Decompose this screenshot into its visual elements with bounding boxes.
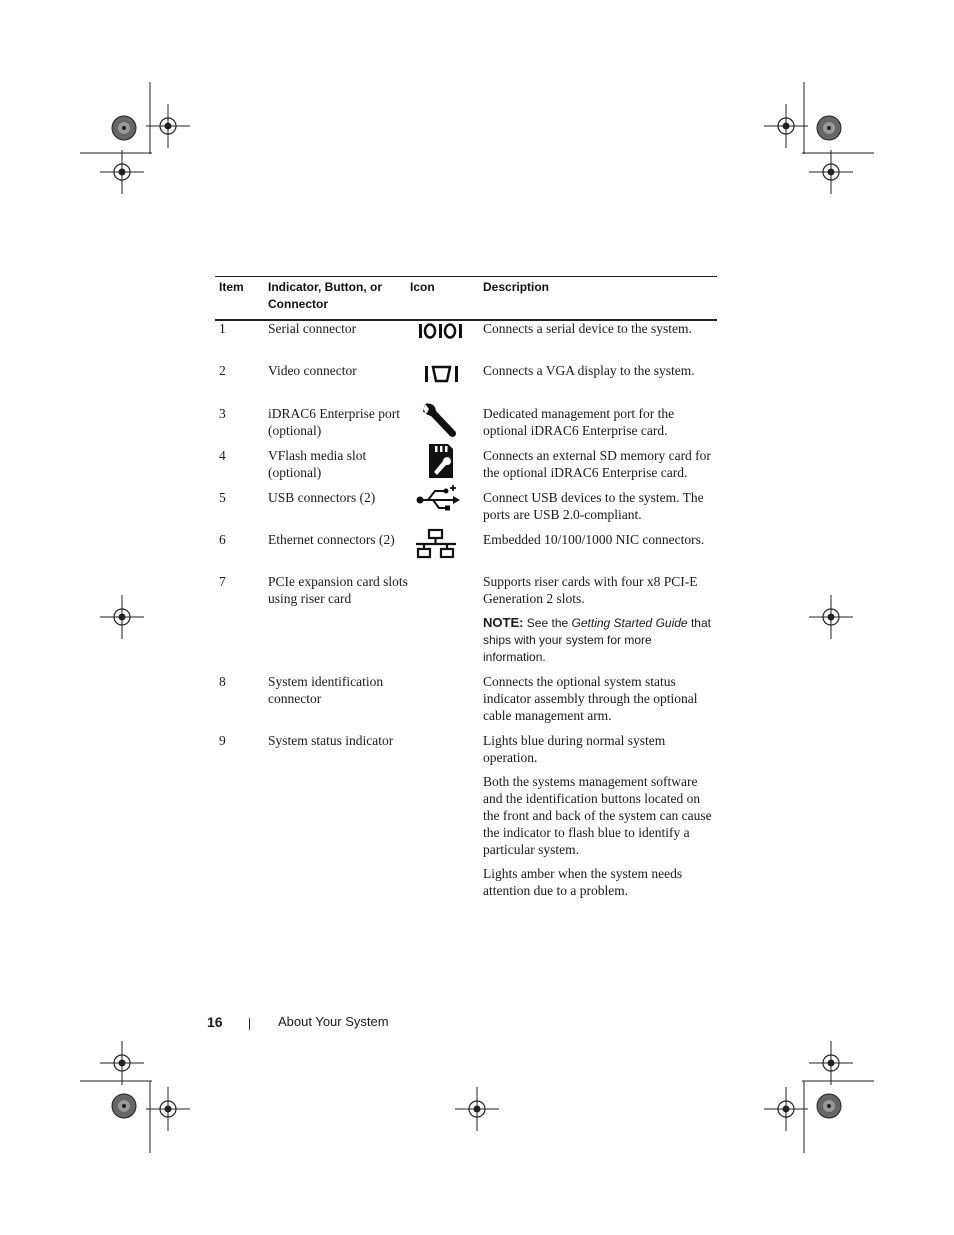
item-number: 1 (219, 321, 226, 336)
crosshair-icon (146, 1087, 190, 1131)
note-pre: See the (526, 616, 569, 630)
starburst-icon (112, 1094, 136, 1118)
item-description (483, 489, 717, 530)
item-description (483, 447, 717, 488)
item-name: iDRAC6 Enterprise port (optional) (268, 406, 400, 438)
footer-separator (249, 1018, 250, 1030)
description-text: Lights blue during normal system operation. (483, 733, 666, 765)
description-text: Supports riser cards with four x8 PCI-E Generation 2 slots. (483, 574, 698, 606)
item-number: 3 (219, 406, 226, 421)
network-icon (413, 527, 467, 565)
note-label: NOTE: (483, 615, 524, 630)
item-description (483, 405, 717, 446)
description-text: Both the systems management software and the identification buttons located on the front and back of the system can cause the indicator to flash blue to identify a particular system. (483, 774, 712, 857)
item-name: Video connector (268, 363, 357, 378)
item-number: 9 (219, 733, 226, 748)
item-number: 5 (219, 490, 226, 505)
item-number: 7 (219, 574, 226, 589)
page-number: 16 (207, 1014, 223, 1030)
item-description (483, 531, 717, 555)
item-number: 6 (219, 532, 226, 547)
item-description (483, 673, 717, 731)
item-number: 4 (219, 448, 226, 463)
item-description (483, 320, 717, 344)
crosshair-icon (100, 595, 144, 639)
description-text: Dedicated management port for the optional iDRAC6 Enterprise card. (483, 406, 675, 438)
crosshair-icon (146, 104, 190, 148)
item-description (483, 573, 717, 673)
starburst-icon (817, 116, 841, 140)
serial-icon (413, 320, 467, 358)
description-text: Connects the optional system status indicator assembly through the optional cable management arm. (483, 674, 698, 723)
crosshair-icon (809, 595, 853, 639)
crosshair-icon (100, 150, 144, 194)
video-icon (413, 362, 467, 400)
header-indicator: Indicator, Button, or Connector (268, 280, 382, 311)
header-icon: Icon (410, 280, 435, 294)
description-text: Connect USB devices to the system. The ports are USB 2.0-compliant. (483, 490, 704, 522)
item-name: Serial connector (268, 321, 357, 336)
item-description (483, 732, 717, 906)
crosshair-icon (455, 1087, 499, 1131)
crosshair-icon (100, 1041, 144, 1085)
item-description (483, 362, 717, 386)
item-name: USB connectors (2) (268, 490, 376, 505)
crosshair-icon (764, 104, 808, 148)
header-item: Item (219, 280, 244, 294)
crosshair-icon (809, 1041, 853, 1085)
note-post: that ships with your system for more information. (483, 616, 711, 664)
description-text: Connects a serial device to the system. (483, 321, 692, 336)
description-text: Connects an external SD memory card for the optional iDRAC6 Enterprise card. (483, 448, 711, 480)
note-title: Getting Started Guide (571, 616, 688, 630)
starburst-icon (112, 116, 136, 140)
item-name: Ethernet connectors (2) (268, 532, 395, 547)
section-title: About Your System (278, 1014, 389, 1029)
item-number: 8 (219, 674, 226, 689)
note (483, 614, 717, 666)
description-text: Embedded 10/100/1000 NIC connectors. (483, 532, 705, 547)
item-name: VFlash media slot (optional) (268, 448, 367, 480)
item-name: System identification connector (268, 674, 384, 706)
header-description: Description (483, 280, 550, 294)
description-text: Connects a VGA display to the system. (483, 363, 695, 378)
usb-icon (413, 483, 467, 521)
sd-card-icon (413, 441, 467, 479)
item-name: PCIe expansion card slots using riser card (268, 574, 408, 606)
crosshair-icon (809, 150, 853, 194)
crosshair-icon (764, 1087, 808, 1131)
item-name: System status indicator (268, 733, 394, 748)
starburst-icon (817, 1094, 841, 1118)
item-number: 2 (219, 363, 226, 378)
wrench-icon (413, 401, 467, 439)
table-top-rule (215, 276, 717, 277)
description-text: Lights amber when the system needs attention due to a problem. (483, 866, 683, 898)
